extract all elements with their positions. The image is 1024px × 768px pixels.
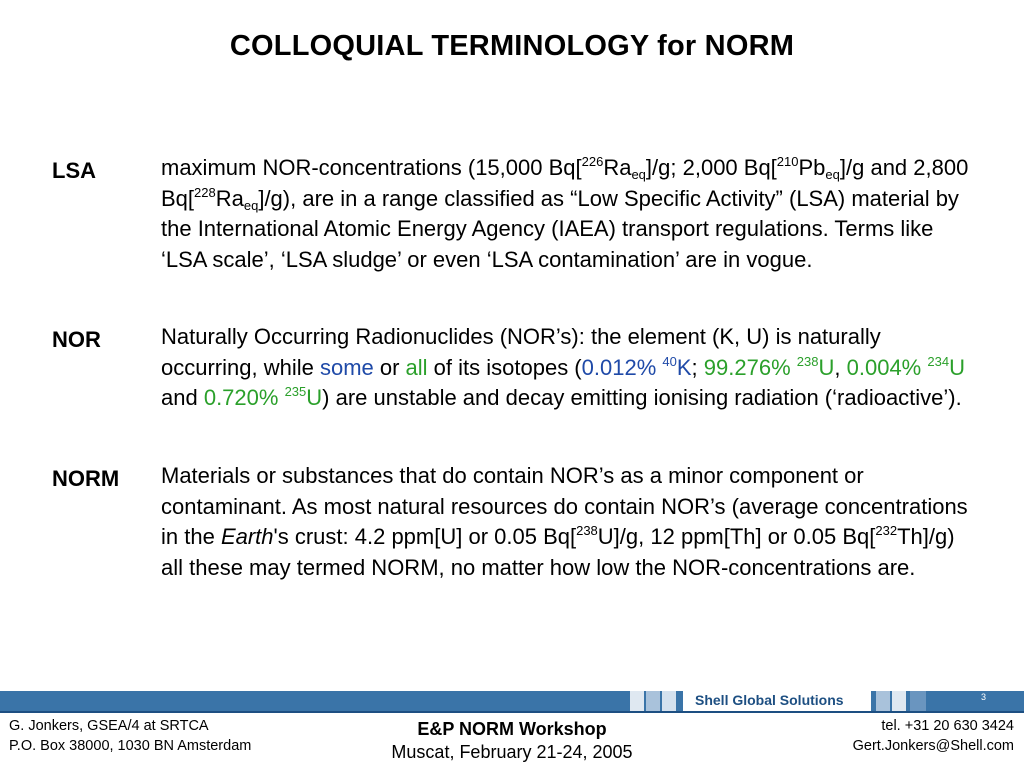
u238-abundance: 99.276% <box>703 354 791 380</box>
norm-text-2: 's crust: 4.2 ppm[U] or 0.05 Bq[ <box>273 524 577 550</box>
definition-norm <box>161 461 981 584</box>
norm-text-4: Th]/g) all these may termed NORM, no matter how low the NOR-concentrations are. <box>161 524 955 581</box>
address-line: P.O. Box 38000, 1030 BN Amsterdam <box>9 738 252 754</box>
band-square <box>662 691 676 711</box>
element-symbol: Ra <box>215 185 244 211</box>
eq-subscript: eq <box>631 167 646 182</box>
mass-number: 235 <box>284 384 307 400</box>
band-square <box>910 691 926 711</box>
workshop-title: E&P NORM Workshop <box>417 719 607 739</box>
term-lsa: LSA <box>52 158 96 183</box>
element-symbol: U <box>818 354 835 380</box>
definition-lsa <box>161 153 981 276</box>
band-square <box>892 691 906 711</box>
mass-number: 232 <box>875 523 898 539</box>
author-line: G. Jonkers, GSEA/4 at SRTCA <box>9 718 209 734</box>
mass-number: 238 <box>576 523 598 539</box>
u235-abundance: 0.720% <box>203 385 279 411</box>
norm-text-1: Materials or substances that do contain NOR’s as a minor component or contaminant. As most natural resources do contain NOR’s (average concentrations in the <box>161 463 968 550</box>
lsa-text-3: ]/g and 2,800 Bq[ <box>161 155 969 211</box>
term-norm: NORM <box>52 466 120 491</box>
nor-and: and <box>161 385 204 411</box>
footer-right <box>853 716 1014 756</box>
eq-subscript: eq <box>825 167 840 182</box>
band-square <box>646 691 660 711</box>
nor-text-3: ) are unstable and decay emitting ionising radiation (‘radioactive’). <box>322 385 962 411</box>
mass-number: 40 <box>662 353 677 369</box>
email-line: Gert.Jonkers@Shell.com <box>852 738 1014 754</box>
element-symbol: K <box>676 354 692 380</box>
lsa-text-1: maximum NOR-concentrations (15,000 Bq[ <box>161 155 582 180</box>
k40-abundance: 0.012% <box>581 354 657 380</box>
mass-number: 238 <box>796 353 819 369</box>
nor-text-2: of its isotopes ( <box>427 354 582 380</box>
norm-text-3: U]/g, 12 ppm[Th] or 0.05 Bq[ <box>597 524 876 550</box>
footer-center <box>312 718 712 764</box>
shell-global-solutions-logo: Shell Global Solutions <box>695 692 844 708</box>
nor-comma: , <box>834 354 841 380</box>
nor-or: or <box>373 354 406 380</box>
band-divider <box>0 711 1024 713</box>
footer-band <box>0 691 1024 711</box>
mass-number: 234 <box>927 353 950 369</box>
workshop-date: Muscat, February 21-24, 2005 <box>391 742 633 762</box>
u234-abundance: 0.004% <box>846 354 922 380</box>
page-number: 3 <box>980 692 986 702</box>
band-square <box>876 691 890 711</box>
phone-line: tel. +31 20 630 3424 <box>881 718 1014 734</box>
element-symbol: Pb <box>798 155 826 180</box>
footer-left <box>9 716 251 756</box>
page-title: COLLOQUIAL TERMINOLOGY for NORM <box>229 30 795 62</box>
highlight-some: some <box>319 354 374 380</box>
element-symbol: U <box>306 385 323 411</box>
lsa-text-4: ]/g), are in a range classified as “Low Specific Activity” (LSA) material by the International Atomic Energy Agency (IAEA) transport regulations. Terms like ‘LSA scale’, ‘LSA sludge’ or even ‘LSA contamination’ are in vogue. <box>161 185 959 273</box>
nor-text-1: Naturally Occurring Radionuclides (NOR’s): the element (K, U) is naturally occurring, while <box>161 324 881 380</box>
element-symbol: Ra <box>603 155 632 180</box>
band-square <box>630 691 644 711</box>
definition-nor <box>161 322 981 414</box>
lsa-text-2: ]/g; 2,000 Bq[ <box>645 155 777 180</box>
mass-number: 210 <box>776 154 799 169</box>
element-symbol: U <box>949 354 965 380</box>
nor-semicolon: ; <box>691 354 698 380</box>
eq-subscript: eq <box>243 197 259 213</box>
mass-number: 228 <box>194 184 216 200</box>
mass-number: 226 <box>581 154 604 169</box>
term-nor: NOR <box>52 327 101 352</box>
earth-italic: Earth <box>220 524 274 550</box>
highlight-all: all <box>405 354 428 380</box>
